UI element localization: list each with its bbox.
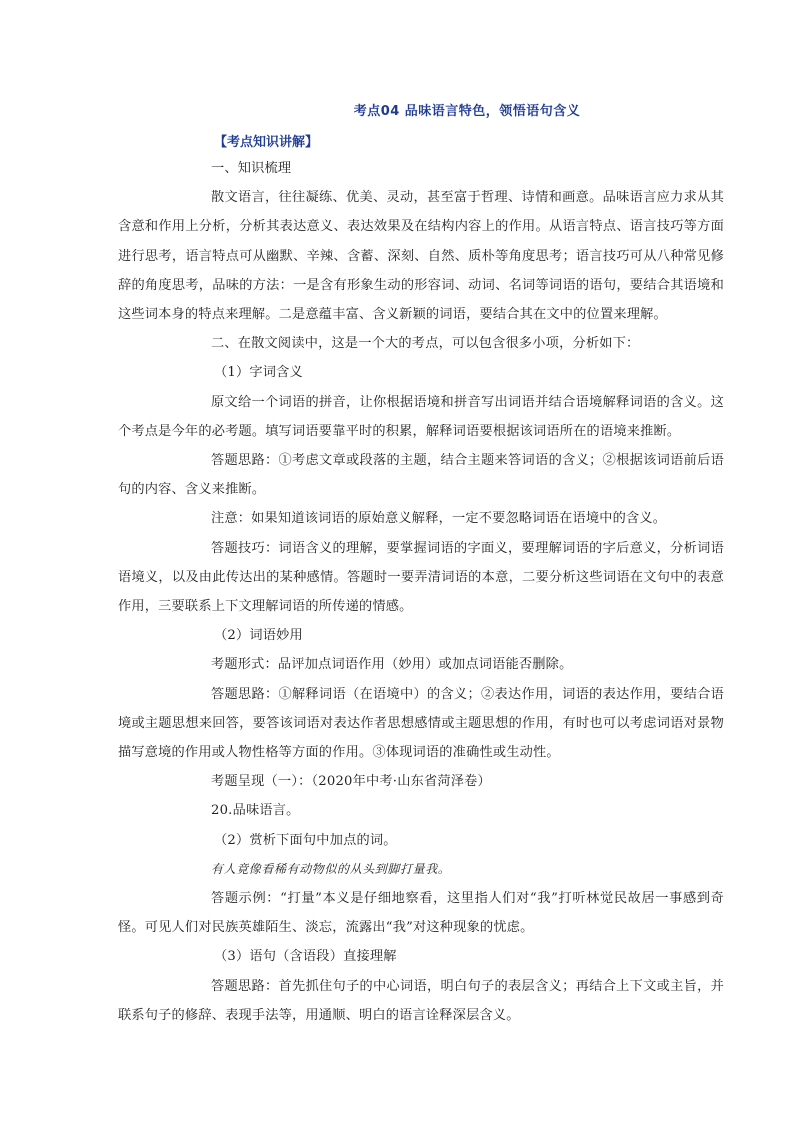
paragraph-answer-approach-3: 答题思路：首先抓住句子的中心词语，明白句子的表层含义；再结合上下文或主旨，并联系句子的修辞、表现手法等，用通顺、明白的语言诠释深层含义。 xyxy=(118,978,724,1023)
section-heading: 【考点知识讲解】 xyxy=(214,135,319,150)
paragraph-note: 注意：如果知道该词语的原始意义解释，一定不要忽略词语在语境中的含义。 xyxy=(211,511,667,527)
paragraph-word-usage-heading: （2）词语妙用 xyxy=(214,628,303,644)
paragraph-exam-point-intro: 二、在散文阅读中，这是一个大的考点，可以包含很多小项，分析如下： xyxy=(211,336,640,352)
paragraph-question-form: 考题形式：品评加点词语作用（妙用）或加点词语能否删除。 xyxy=(211,657,573,673)
paragraph-answer-technique: 答题技巧：词语含义的理解，要掌握词语的字面义，要理解词语的字后意义，分析词语语境义，以及由此传达出的某种感情。答题时一要弄清词语的本意，二要分析这些词语在文句中的表意作用，三要联系上下文理解词语的所传递的情感。 xyxy=(118,540,724,615)
document-body xyxy=(118,154,724,1030)
paragraph-answer-approach-1: 答题思路：①考虑文章或段落的主题，结合主题来答词语的含义；②根据该词语前后语句的内容、含义来推断。 xyxy=(118,453,724,498)
paragraph-sentence-heading: （3）语句（含语段）直接理解 xyxy=(214,949,397,965)
example-sentence: 有人竟像看稀有动物似的从头到脚打量我。 xyxy=(211,861,451,876)
paragraph-word-meaning-heading: （1）字词含义 xyxy=(214,365,303,381)
paragraph-answer-example: 答题示例：“打量”本义是仔细地察看，这里指人们对“我”打听林觉民故居一事感到奇怪。可见人们对民族英雄陌生、淡忘，流露出“我”对这种现象的忧虑。 xyxy=(118,891,724,936)
paragraph-word-meaning: 原文给一个词语的拼音，让你根据语境和拼音写出词语并结合语境解释词语的含义。这个考点是今年的必考题。填写词语要靠平时的积累，解释词语要根据该词语所在的语境来推断。 xyxy=(118,394,724,439)
paragraph-prose-language: 散文语言，往往凝练、优美、灵动，甚至富于哲理、诗情和画意。品味语言应力求从其含意和作用上分析，分析其表达意义、表达效果及在结构内容上的作用。从语言特点、语言技巧等方面进行思考，语言特点可从幽默、辛辣、含蓄、深刻、自然、质朴等角度思考；语言技巧可从八种常见修辞的角度思考，品味的方法：一是含有形象生动的形容词、动词、名词等词语的语句，要结合其语境和这些词本身的特点来理解。二是意蕴丰富、含义新颖的词语，要结合其在文中的位置来理解。 xyxy=(118,190,724,323)
page-title: 考点04 品味语言特色，领悟语句含义 xyxy=(353,104,581,119)
paragraph-question-number: 20.品味语言。 xyxy=(211,803,300,819)
paragraph-question-prompt: （2）赏析下面句中加点的词。 xyxy=(214,832,397,848)
paragraph-knowledge-heading: 一、知识梳理 xyxy=(211,161,292,176)
paragraph-exam-example: 考题呈现（一）：（2020年中考·山东省菏泽卷） xyxy=(211,774,491,790)
paragraph-answer-approach-2: 答题思路：①解释词语（在语境中）的含义；②表达作用，词语的表达作用，要结合语境或主题思想来回答，要答该词语对表达作者思想感情或主题思想的作用，有时也可以考虑词语对景物描写意境的作用或人物性格等方面的作用。③体现词语的准确性或生动性。 xyxy=(118,686,724,761)
